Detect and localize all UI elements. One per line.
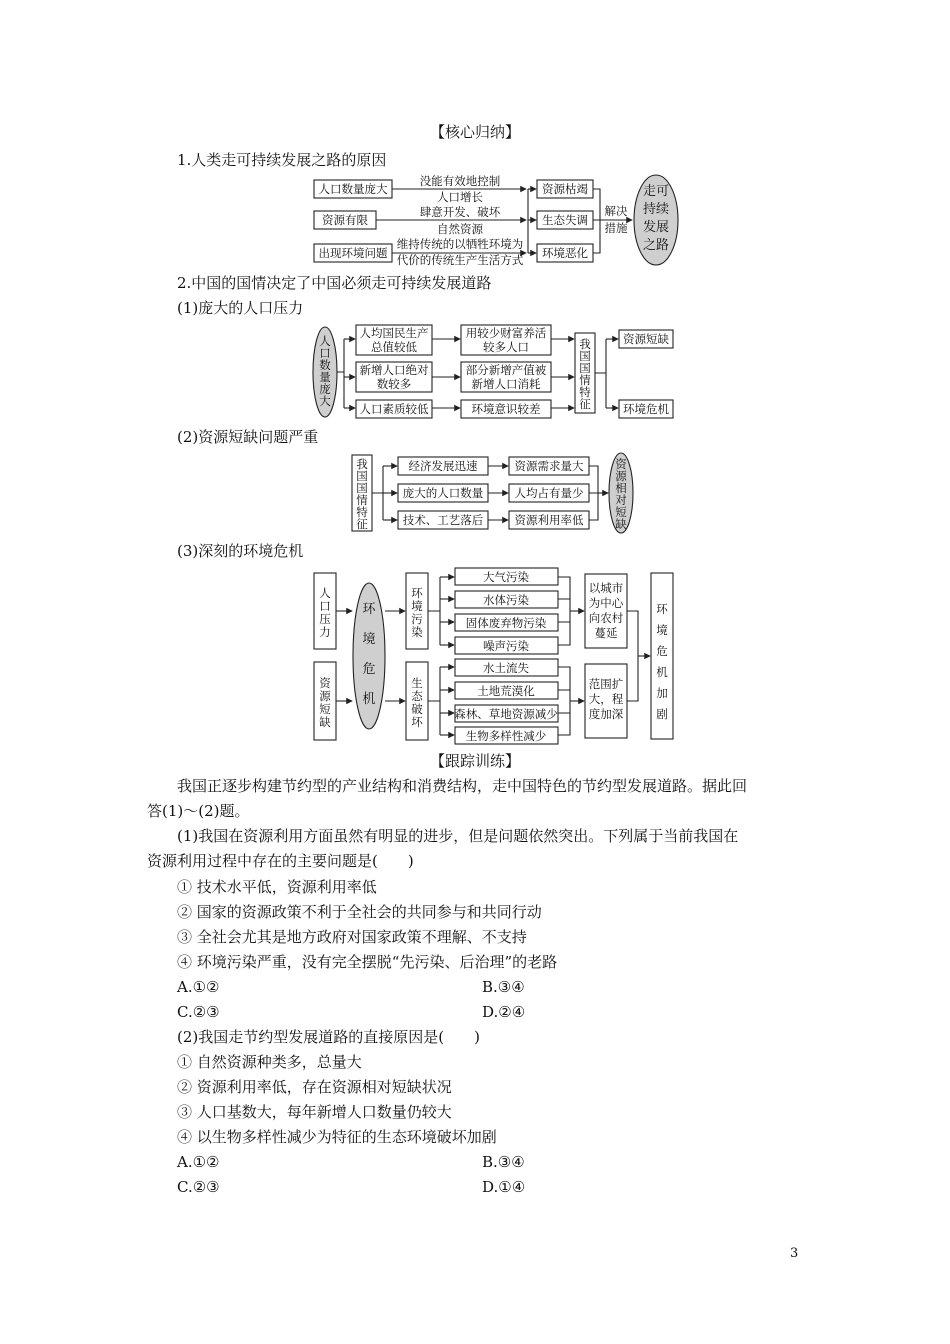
d1-mid-2: 肆意开发、破坏 (419, 205, 501, 219)
d4-s1-3: 蔓延 (594, 626, 618, 640)
d2-start-0: 人 (319, 334, 331, 348)
diagram-resource-shortage (345, 450, 645, 538)
d4-f-4: 加 (656, 686, 668, 700)
training-intro-line1: 我国正逐步构建节约型的产业结构和消费结构，走中国特色的节约型发展道路。据此回 (177, 777, 748, 795)
diagram-sustainable-reasons (310, 170, 700, 268)
item1-title: 1.人类走可持续发展之路的原因 (177, 151, 387, 169)
q1-item-4: ④ 环境污染严重，没有完全摆脱“先污染、后治理”的老路 (177, 953, 558, 971)
page-number: 3 (790, 1246, 799, 1261)
q2-option-d[interactable]: D.①④ (482, 1178, 526, 1196)
d3-start-0: 我 (356, 457, 368, 471)
d4-s1-2: 向农村 (588, 611, 624, 625)
d4-s1-0: 以城市 (588, 581, 624, 595)
d4-g2-1: 态 (411, 689, 423, 703)
d3-c1-1: 庞大的人口数量 (402, 486, 484, 500)
d4-f-2: 危 (656, 644, 668, 658)
d4-s1-1: 为中心 (588, 596, 624, 610)
q2-option-a[interactable]: A.①② (177, 1153, 220, 1171)
q1-option-d[interactable]: D.②④ (482, 1003, 526, 1021)
d4-c-1: 境 (362, 632, 376, 647)
sub1-title: (1)庞大的人口压力 (177, 299, 304, 317)
d4-s2-2: 度加深 (588, 707, 624, 721)
d2-feat-1: 国 (579, 349, 591, 363)
d4-f-1: 境 (656, 623, 668, 637)
q2-item-3: ③ 人口基数大，每年新增人口数量仍较大 (177, 1103, 452, 1121)
q2-item-1: ① 自然资源种类多，总量大 (177, 1053, 362, 1071)
d1-measure-0: 解决 (604, 204, 628, 218)
d4-e-0: 水土流失 (483, 661, 529, 675)
sub2-title: (2)资源短缺问题严重 (177, 428, 319, 446)
d2-c1-2: 人口素质较低 (359, 402, 429, 416)
training-heading: 【跟踪训练】 (429, 752, 520, 770)
d3-res-1: 源 (615, 469, 627, 483)
item2-title: 2.中国的国情决定了中国必须走可持续发展道路 (177, 274, 492, 292)
d1-right-2: 环境恶化 (542, 246, 588, 260)
d4-f-0: 环 (656, 602, 668, 616)
d4-p-2: 固体废弃物污染 (465, 616, 547, 630)
d4-l1-1: 口 (319, 599, 331, 613)
sub3-title: (3)深刻的环境危机 (177, 542, 304, 560)
d4-g1-1: 境 (411, 599, 423, 613)
d2-feat-2: 国 (579, 361, 591, 375)
core-heading: 【核心归纳】 (429, 123, 520, 141)
d4-s2-1: 大，程 (588, 692, 624, 706)
d4-f-5: 剧 (656, 707, 668, 721)
d4-g1-3: 染 (411, 625, 423, 639)
d4-e-3: 生物多样性减少 (465, 729, 547, 743)
q1-item-2: ② 国家的资源政策不利于全社会的共同参与和共同行动 (177, 903, 542, 921)
d3-c1-0: 经济发展迅速 (408, 459, 478, 473)
d4-g1-2: 污 (411, 612, 423, 626)
d1-mid-0: 没能有效地控制 (419, 174, 501, 188)
q2-option-b[interactable]: B.③④ (482, 1153, 525, 1171)
d2-c2-1b: 新增人口消耗 (471, 377, 541, 391)
d1-left-0: 人口数量庞大 (318, 182, 388, 196)
d3-c2-2: 资源利用率低 (514, 513, 584, 527)
q1-option-c[interactable]: C.②③ (177, 1003, 220, 1021)
d1-mid-1: 人口增长 (437, 190, 483, 204)
d2-c2-1a: 部分新增产值被 (465, 363, 547, 377)
d4-c-2: 危 (362, 662, 376, 677)
d4-c-0: 环 (362, 602, 376, 617)
d1-mid-3: 自然资源 (437, 222, 483, 236)
d4-s2-0: 范围扩 (588, 677, 624, 691)
d2-start-2: 数 (319, 358, 331, 372)
d2-feat-4: 特 (579, 385, 591, 399)
d4-e-1: 土地荒漠化 (477, 684, 535, 698)
d4-l2-3: 缺 (319, 715, 331, 729)
d1-result-0: 走可 (642, 184, 670, 199)
d3-c2-1: 人均占有量少 (514, 486, 584, 500)
d2-feat-5: 征 (579, 397, 591, 411)
d2-c1-0b: 总值较低 (371, 340, 417, 354)
d2-c1-0a: 人均国民生产 (359, 326, 429, 340)
d4-e-2: 森林、草地资源减少 (454, 707, 558, 721)
d2-c2-2: 环境意识较差 (471, 402, 541, 416)
d2-start-5: 大 (319, 394, 331, 408)
d4-l2-2: 短 (319, 702, 331, 716)
d2-start-1: 口 (319, 346, 331, 360)
d1-result-3: 之路 (642, 238, 670, 253)
d4-l2-1: 源 (319, 689, 331, 703)
d3-res-2: 相 (615, 481, 627, 495)
d4-p-0: 大气污染 (483, 570, 529, 584)
d4-g1-0: 环 (411, 586, 423, 600)
q2-item-2: ② 资源利用率低，存在资源相对短缺状况 (177, 1078, 452, 1096)
q2-option-c[interactable]: C.②③ (177, 1178, 220, 1196)
d2-start-3: 量 (319, 370, 331, 384)
training-intro-line2: 答(1)～(2)题。 (147, 802, 250, 820)
d3-start-1: 国 (356, 469, 368, 483)
q1-stem-line2: 资源利用过程中存在的主要问题是( ) (147, 852, 414, 870)
d4-g2-3: 坏 (411, 715, 423, 729)
d1-right-0: 资源枯竭 (542, 182, 588, 196)
d4-p-3: 噪声污染 (483, 639, 529, 653)
d4-f-3: 机 (656, 665, 668, 679)
d1-mid-4: 维持传统的以牺牲环境为 (396, 237, 524, 251)
d4-l2-0: 资 (319, 676, 331, 690)
d1-left-2: 出现环境问题 (318, 246, 388, 260)
d2-out-0: 资源短缺 (623, 332, 669, 346)
d1-left-1: 资源有限 (322, 213, 368, 227)
d3-c1-2: 技术、工艺落后 (402, 513, 484, 527)
d2-feat-0: 我 (579, 337, 591, 351)
d4-g2-0: 生 (411, 676, 423, 690)
d1-right-1: 生态失调 (542, 213, 588, 227)
d2-c2-0a: 用较少财富养活 (465, 326, 547, 340)
d1-result-2: 发展 (642, 220, 670, 235)
d3-c2-0: 资源需求量大 (514, 459, 584, 473)
q1-option-a[interactable]: A.①② (177, 978, 220, 996)
d1-measure-1: 措施 (604, 221, 628, 235)
d2-c1-1a: 新增人口绝对 (359, 363, 429, 377)
diagram-environment-crisis (310, 565, 680, 745)
d4-l1-2: 压 (319, 612, 331, 626)
d4-l1-3: 力 (319, 625, 331, 639)
d4-p-1: 水体污染 (483, 593, 529, 607)
d3-res-4: 短 (615, 505, 627, 519)
d3-start-5: 征 (356, 517, 368, 531)
d3-res-0: 资 (615, 457, 627, 471)
diagram-population-pressure (310, 320, 680, 424)
d3-start-2: 国 (356, 481, 368, 495)
d1-mid-5: 代价的传统生产生活方式 (396, 253, 524, 267)
d3-start-4: 特 (356, 505, 368, 519)
q2-item-4: ④ 以生物多样性减少为特征的生态环境破坏加剧 (177, 1128, 497, 1146)
d2-c1-1b: 数较多 (376, 377, 412, 391)
d1-result-1: 持续 (642, 202, 670, 217)
q1-item-1: ① 技术水平低，资源利用率低 (177, 878, 377, 896)
d2-feat-3: 情 (579, 373, 591, 387)
q1-stem-line1: (1)我国在资源利用方面虽然有明显的进步，但是问题依然突出。下列属于当前我国在 (177, 827, 739, 845)
d2-start-4: 庞 (319, 382, 331, 396)
q1-option-b[interactable]: B.③④ (482, 978, 525, 996)
d4-g2-2: 破 (411, 702, 423, 716)
d4-l1-0: 人 (319, 586, 331, 600)
d3-res-3: 对 (615, 493, 627, 507)
q2-stem: (2)我国走节约型发展道路的直接原因是( ) (177, 1028, 480, 1046)
d3-res-5: 缺 (615, 517, 627, 531)
d2-c2-0b: 较多人口 (483, 340, 529, 354)
d2-out-1: 环境危机 (623, 402, 669, 416)
d3-start-3: 情 (356, 493, 368, 507)
d4-c-3: 机 (362, 692, 376, 707)
q1-item-3: ③ 全社会尤其是地方政府对国家政策不理解、不支持 (177, 928, 527, 946)
